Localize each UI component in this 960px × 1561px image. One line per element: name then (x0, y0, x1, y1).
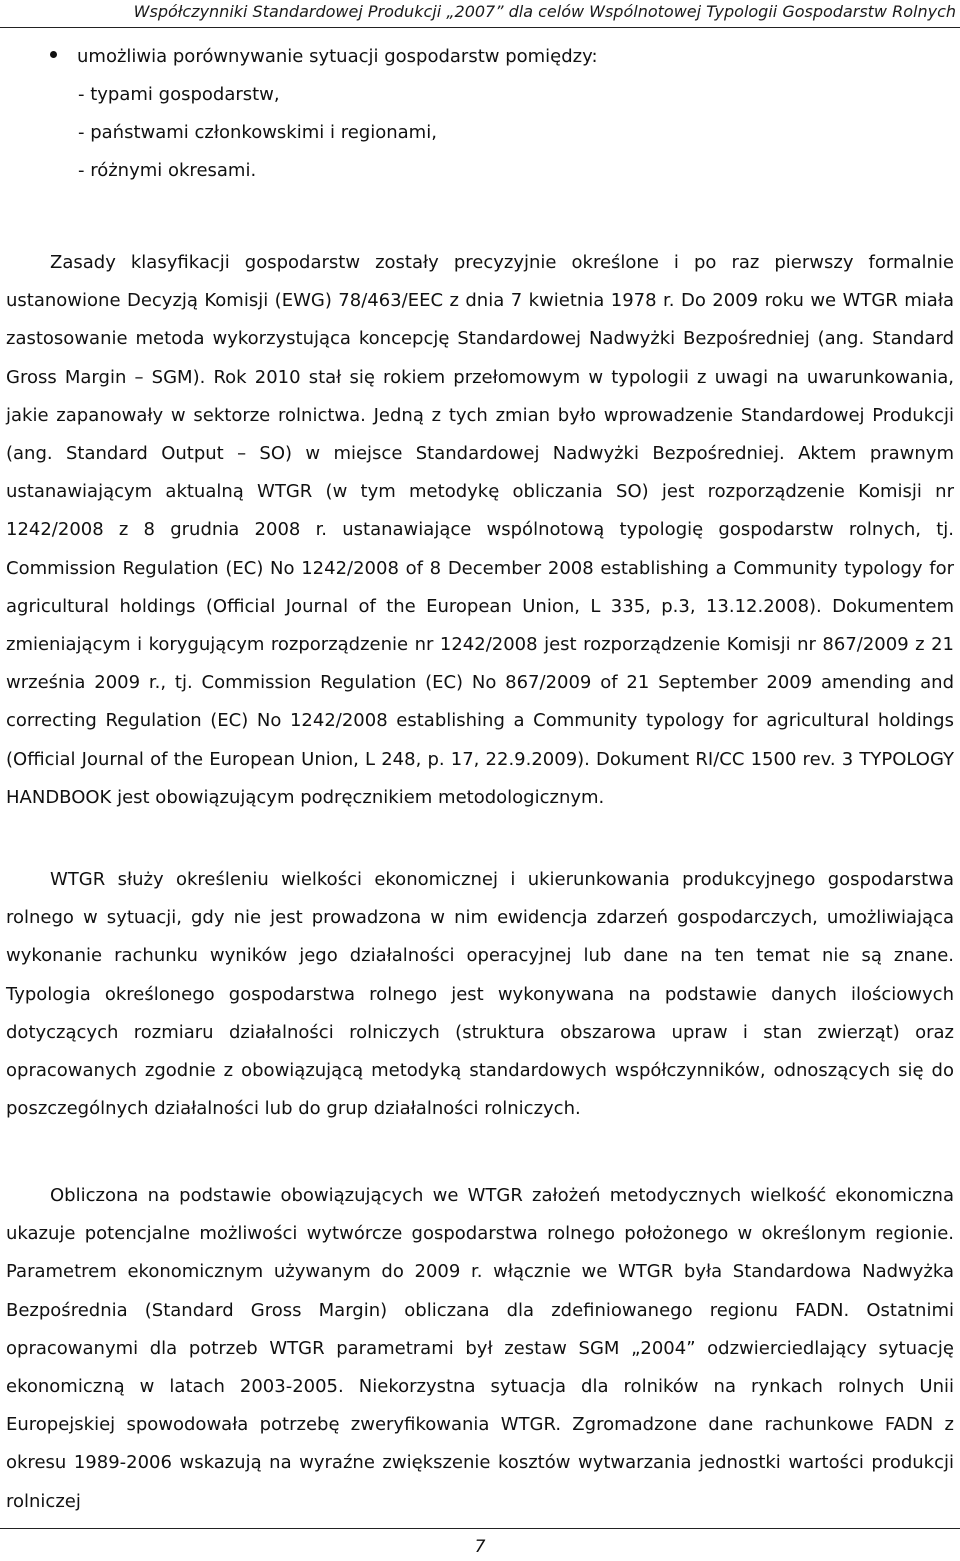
bullet-dot-icon (50, 51, 57, 58)
sub-list-item-periods: - różnymi okresami. (78, 160, 257, 181)
sub-list-item-states: - państwami członkowskimi i regionami, (78, 122, 437, 143)
bullet-text: umożliwia porównywanie sytuacji gospodarstw pomiędzy: (77, 46, 598, 67)
running-header: Współczynniki Standardowej Produkcji „2007” dla celów Wspólnotowej Typologii Gospodarstw Rolnych (133, 2, 956, 21)
paragraph-classification-rules: Zasady klasyfikacji gospodarstw zostały precyzyjnie określone i po raz pierwszy formalnie ustanowione Decyzją Komisji (EWG) 78/463/EEC z dnia 7 kwietnia 1978 r. Do 2009 roku we WTGR miała zastosowanie metoda wykorzystująca koncepcję Standardowej Nadwyżki Bezpośredniej (ang. Standard Gross Margin – SGM). Rok 2010 stał się rokiem przełomowym w typologii z uwagi na uwarunkowania, jakie zapanowały w sektorze rolnictwa. Jedną z tych zmian było wprowadzenie Standardowej Produkcji (ang. Standard Output – SO) w miejsce Standardowej Nadwyżki Bezpośredniej. Aktem prawnym ustanawiającym aktualną WTGR (w tym metodykę obliczania SO) jest rozporządzenie Komisji nr 1242/2008 z 8 grudnia 2008 r. ustanawiające wspólnotową typologię gospodarstw rolnych, tj. Commission Regulation (EC) No 1242/2008 of 8 December 2008 establishing a Community typology for agricultural holdings (Official Journal of the European Union, L 335, p.3, 13.12.2008). Dokumentem zmieniającym i korygującym rozporządzenie nr 1242/2008 jest rozporządzenie Komisji nr 867/2009 z 21 września 2009 r., tj. Commission Regulation (EC) No 867/2009 of 21 September 2009 amending and correcting Regulation (EC) No 1242/2008 establishing a Community typology for agricultural holdings (Official Journal of the European Union, L 248, p. 17, 22.9.2009). Dokument RI/CC 1500 rev. 3 TYPOLOGY HANDBOOK jest obowiązującym podręcznikiem metodologicznym. (6, 252, 954, 808)
bullet-item (50, 46, 950, 84)
footer-divider (0, 1528, 960, 1529)
paragraph-economic-size: Obliczona na podstawie obowiązujących we WTGR założeń metodycznych wielkość ekonomiczna ukazuje potencjalne możliwości wytwórcze gospodarstwa rolnego położonego w określonym regionie. Parametrem ekonomicznym używanym do 2009 r. włącznie we WTGR była Standardowa Nadwyżka Bezpośrednia (Standard Gross Margin) obliczana dla zdefiniowanego regionu FADN. Ostatnimi opracowanymi dla potrzeb WTGR parametrami był zestaw SGM „2004” odzwierciedlający sytuację ekonomiczną w latach 2003-2005. Niekorzystna sytuacja dla rolników na rynkach rolnych Unii Europejskiej spowodowała potrzebę zweryfikowania WTGR. Zgromadzone dane rachunkowe FADN z okresu 1989-2006 wskazują na wyraźne zwiększenie kosztów wytwarzania jednostki wartości produkcji rolniczej (6, 1185, 954, 1512)
sub-list-item-types: - typami gospodarstw, (78, 84, 280, 105)
bullet-list (50, 46, 950, 198)
page-number: 7 (474, 1537, 486, 1557)
paragraph-wtgr-purpose: WTGR służy określeniu wielkości ekonomicznej i ukierunkowania produkcyjnego gospodarstwa rolnego w sytuacji, gdy nie jest prowadzona w nim ewidencja zdarzeń gospodarczych, umożliwiająca wykonanie rachunku wyników jego działalności operacyjnej lub dane na ten temat nie są znane. Typologia określonego gospodarstwa rolnego jest wykonywana na podstawie danych ilościowych dotyczących rozmiaru działalności rolniczych (struktura obszarowa upraw i stan zwierząt) oraz opracowanych zgodnie z obowiązującą metodyką standardowych współczynników, odnoszących się do poszczególnych działalności lub do grup działalności rolniczych. (6, 869, 954, 1120)
header-divider (0, 27, 960, 28)
